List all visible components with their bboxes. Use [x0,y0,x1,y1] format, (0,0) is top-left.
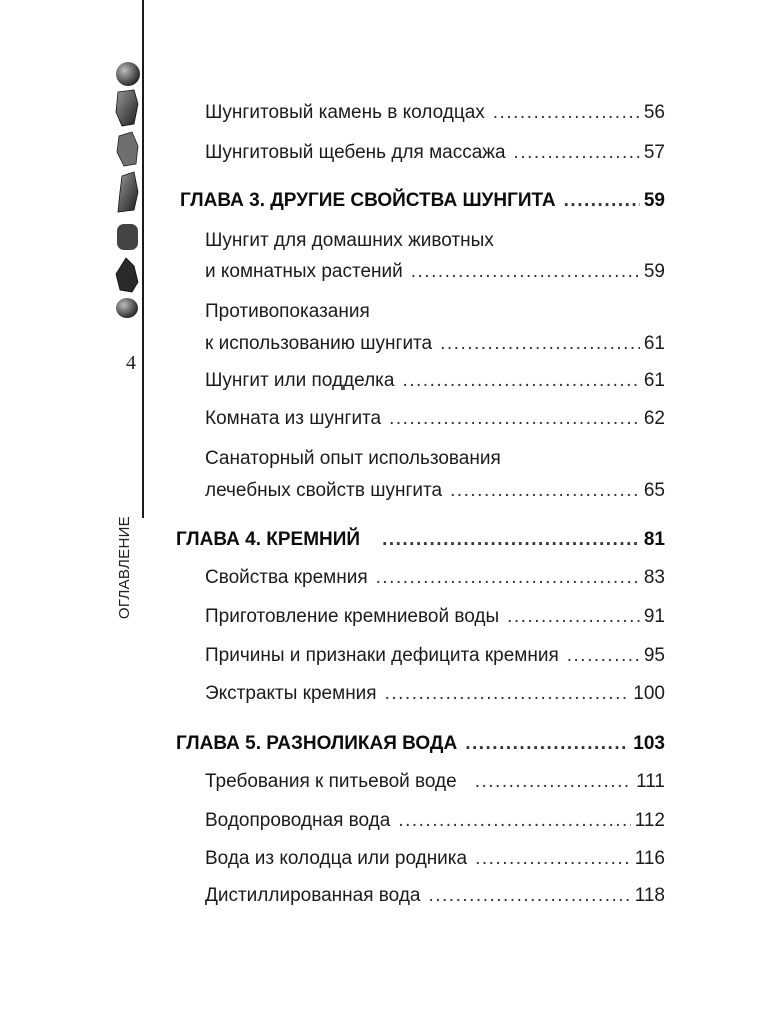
toc-entry-title: Экстракты кремния [205,683,377,704]
toc-leader [428,885,630,907]
toc-chapter[interactable] [176,529,665,551]
toc-entry-page: 59 [643,261,665,282]
toc-entry-page: 61 [643,370,665,391]
toc-entry-page: 91 [643,606,665,627]
toc-leader [398,810,630,832]
toc-leader [402,370,639,392]
toc-entry-title: Требования к питьевой воде [205,771,457,792]
toc-chapter-title: ГЛАВА 4. КРЕМНИЙ [176,529,361,550]
toc-entry-title: лечебных свойств шунгита [205,480,443,501]
toc-entry[interactable] [205,848,665,870]
toc-entry-page: 65 [643,480,665,501]
toc-entry[interactable] [205,408,665,430]
toc-leader [440,333,640,355]
toc-leader [389,408,640,430]
toc-leader [507,606,640,628]
toc-entry-title: Вода из колодца или родника [205,848,468,869]
toc-entry-title: Свойства кремния [205,567,368,588]
toc-entry-page: 116 [634,848,665,869]
toc-entry[interactable] [205,567,665,589]
toc-leader [567,645,640,667]
toc-entry[interactable] [205,370,665,392]
toc-entry-title: Шунгитовый щебень для массажа [205,142,506,163]
toc-entry-page: 112 [634,810,665,831]
toc-leader [385,683,630,705]
toc-entry-title: Водопроводная вода [205,810,391,831]
toc-entry-page: 118 [634,885,665,906]
toc-entry-title: Шунгитовый камень в колодцах [205,102,485,123]
toc-entry[interactable] [205,771,665,793]
toc-leader [411,261,640,283]
toc-entry[interactable] [205,480,665,502]
toc-leader [564,190,640,212]
toc-entry-page: 83 [643,567,665,588]
toc-chapter-page: 59 [643,190,665,211]
toc-entry-page: 111 [636,771,665,792]
toc-entry-title: к использованию шунгита [205,333,433,354]
toc-entry-page: 61 [643,333,665,354]
toc-entry[interactable] [205,142,665,164]
toc-entry-title: Комната из шунгита [205,408,382,429]
toc-leader [450,480,640,502]
toc-chapter-title: ГЛАВА 5. РАЗНОЛИКАЯ ВОДА [176,733,458,754]
toc-entry[interactable] [205,333,665,355]
toc-entry-title: Противопоказания [205,301,370,322]
toc-entry[interactable] [205,102,665,124]
toc-entry-line1[interactable] [205,301,665,323]
toc-chapter[interactable] [180,190,665,212]
toc-entry-title: Шунгит или подделка [205,370,395,391]
toc-leader [475,771,632,793]
toc-entry-page: 57 [643,142,665,163]
toc-entry-title: Санаторный опыт использования [205,448,501,469]
page-number: 4 [126,352,136,374]
toc-entry-title: Шунгит для домашних животных [205,230,494,251]
toc-entry-title: и комнатных растений [205,261,403,282]
toc-leader [493,102,640,124]
toc-entry-page: 56 [643,102,665,123]
toc-entry-title: Причины и признаки дефицита кремния [205,645,559,666]
toc-entry-line1[interactable] [205,448,665,470]
toc-entry[interactable] [205,683,665,705]
toc-entry[interactable] [205,885,665,907]
toc-leader [376,567,640,589]
toc-entry-title: Приготовление кремниевой воды [205,606,500,627]
toc-chapter-page: 103 [633,733,665,754]
toc-chapter-title: ГЛАВА 3. ДРУГИЕ СВОЙСТВА ШУНГИТА [180,190,556,211]
toc-entry-page: 95 [643,645,665,666]
toc-leader [475,848,631,870]
toc-entry-line1[interactable] [205,230,665,252]
toc-chapter[interactable] [176,733,665,755]
toc-entry[interactable] [205,645,665,667]
toc-entry-page: 62 [643,408,665,429]
toc-entry-title: Дистиллированная вода [205,885,421,906]
toc-entry[interactable] [205,606,665,628]
toc-leader [382,529,640,551]
toc-entry[interactable] [205,810,665,832]
toc-entry[interactable] [205,261,665,283]
toc-leader [514,142,640,164]
toc-leader [465,733,629,755]
toc-chapter-page: 81 [643,529,665,550]
section-label-text: ОГЛАВЛЕНИЕ [116,516,133,620]
toc-entry-page: 100 [633,683,665,704]
